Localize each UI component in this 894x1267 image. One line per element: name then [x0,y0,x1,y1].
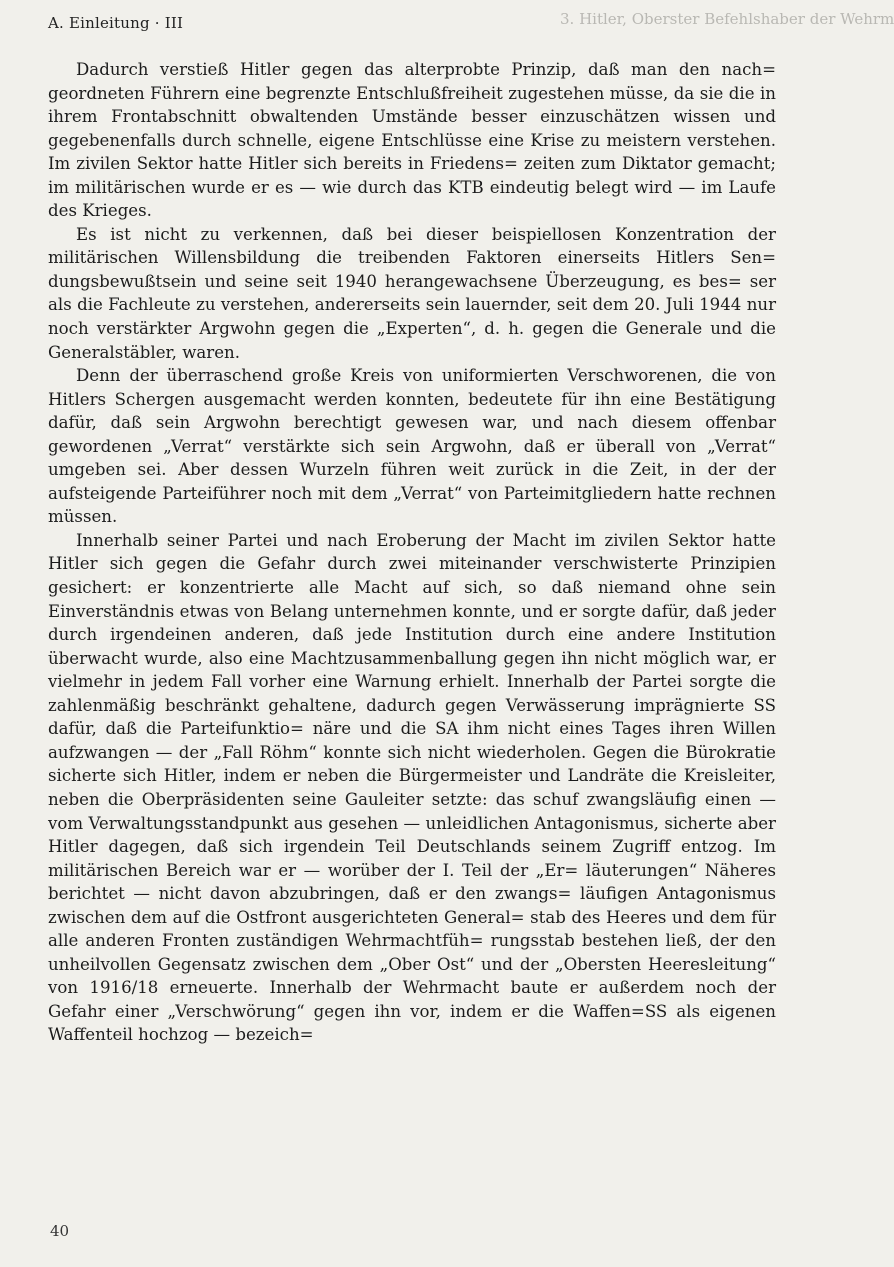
paragraph-3: Denn der überraschend große Kreis von uniformierten Verschworenen, die von Hitlers Schergen ausgemacht werden konnten, bedeutete für ihn eine Bestätigung dafür, daß sein Argwohn berechtigt gewesen war, und nach diesem offenbar gewordenen „Verrat“ verstärkte sich sein Argwohn, daß er überall von „Verrat“ umgeben sei. Aber dessen Wurzeln führen weit zurück in die Zeit, in der der aufsteigende Parteiführer noch mit dem „Verrat“ von Parteimitgliedern hatte rechnen müssen. [48,366,776,527]
page-number: 40 [50,1222,70,1240]
paragraph-2: Es ist nicht zu verkennen, daß bei dieser beispiellosen Konzentration der militärischen Willensbildung die treibenden Faktoren einerseits Hitlers Sen= dungsbewußtsein und seine seit 1940 herangewachsene Überzeugung, es bes= ser als die Fachleute zu verstehen, andererseits sein lauernder, seit dem 20. Juli 1944 nur noch verstärkter Argwohn gegen die „Experten“, d. h. gegen die Generale und die Generalstäbler, waren. [48,224,776,362]
bleed-through-text: 3. Hitler, Oberster Befehlshaber der Wehrm [560,10,894,28]
body-text [48,58,776,1047]
paragraph-1: Dadurch verstieß Hitler gegen das alterprobte Prinzip, daß man den nach= geordneten Führern eine begrenzte Entschlußfreiheit zugestehen müsse, da sie die in ihrem Frontabschnitt obwaltenden Umstände besser einzuschätzen wissen und gegebenenfalls durch schnelle, eigene Entschlüsse eine Krise zu meistern verstehen. Im zivilen Sektor hatte Hitler sich bereits in Friedens= zeiten zum Diktator gemacht; im militärischen wurde er es — wie durch das KTB eindeutig belegt wird — im Laufe des Krieges. [48,60,776,221]
paragraph-4: Innerhalb seiner Partei und nach Eroberung der Macht im zivilen Sektor hatte Hitler sich gegen die Gefahr durch zwei miteinander verschwisterte Prinzipien gesichert: er konzentrierte alle Macht auf sich, so daß niemand ohne sein Einverständnis etwas von Belang unternehmen konnte, und er sorgte dafür, daß jeder durch irgendeinen anderen, daß jede Institution durch eine andere Institution überwacht wurde, also eine Machtzusammenballung gegen ihn nicht möglich war, er vielmehr in jedem Fall vorher eine Warnung erhielt. Innerhalb der Partei sorgte die zahlenmäßig beschränkt gehaltene, dadurch gegen Verwässerung imprägnierte SS dafür, daß die Parteifunktio= näre und die SA ihm nicht eines Tages ihren Willen aufzwangen — der „Fall Röhm“ konnte sich nicht wiederholen. Gegen die Bürokratie sicherte sich Hitler, indem er neben die Bürgermeister und Landräte die Kreisleiter, neben die Oberpräsidenten seine Gauleiter setzte: das schuf zwangsläufig einen — vom Verwaltungsstandpunkt aus gesehen — unleidlichen Antagonismus, sicherte aber Hitler dagegen, daß sich irgendein Teil Deutschlands seinem Zugriff entzog. Im militärischen Bereich war er — worüber der I. Teil der „Er= läuterungen“ Näheres berichtet — nicht davon abzubringen, daß er den zwangs= läufigen Antagonismus zwischen dem auf die Ostfront ausgerichteten General= stab des Heeres und dem für alle anderen Fronten zuständigen Wehrmachtfüh= rungsstab bestehen ließ, der den unheilvollen Gegensatz zwischen dem „Ober Ost“ und der „Obersten Heeresleitung“ von 1916/18 erneuerte. Innerhalb der Wehrmacht baute er außerdem noch der Gefahr einer „Verschwörung“ gegen ihn vor, indem er die Waffen=SS als eigenen Waffenteil hochzog — bezeich= [48,530,776,1045]
running-head: A. Einleitung · III [48,14,184,32]
